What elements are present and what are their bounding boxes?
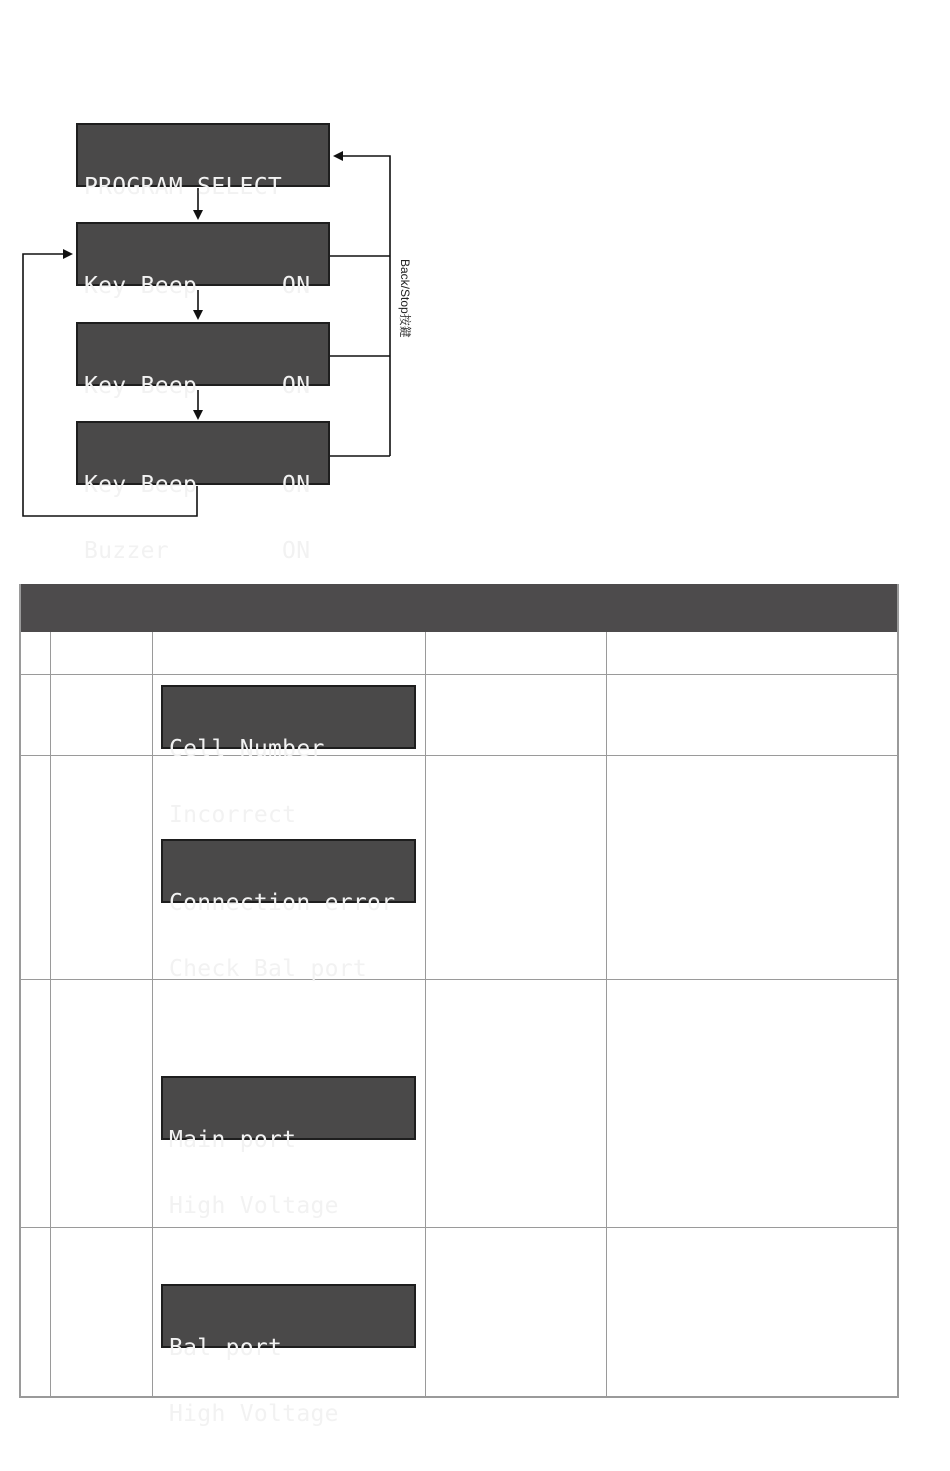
lcd-key-beep-2 (76, 322, 330, 399)
table-border-bottom (19, 1396, 899, 1398)
lcd-key-beep-3 (76, 421, 330, 564)
lcd-line-2: High Voltage (169, 1193, 339, 1219)
lcd-key-beep-1 (76, 222, 330, 299)
table-border-left (19, 584, 21, 1398)
lcd-line-2: Check Bal port (169, 956, 368, 982)
lcd-line-1: PROGRAM SELECT (84, 174, 283, 200)
lcd-line-1: Cell Number (169, 736, 325, 762)
col-divider (50, 632, 51, 1398)
col-divider (606, 632, 607, 1398)
col-divider (152, 632, 153, 1398)
lcd-connection-error (161, 839, 416, 982)
row-divider (19, 979, 899, 980)
lcd-line-1: Key Beep ON (84, 273, 311, 299)
col-divider (425, 632, 426, 1398)
error-message-table (19, 584, 899, 1427)
lcd-program-select (76, 123, 330, 200)
table-border-right (897, 584, 899, 1398)
lcd-line-2: Incorrect (169, 802, 297, 828)
lcd-line-1: Key Beep ON (84, 373, 311, 399)
row-divider (19, 755, 899, 756)
lcd-line-1: Connection error (169, 890, 396, 916)
lcd-line-2: High Voltage (169, 1401, 339, 1427)
lcd-line-1: Main port (169, 1127, 297, 1153)
lcd-cell-number-incorrect (161, 685, 416, 828)
row-divider (19, 1227, 899, 1228)
back-stop-label: Back/Stop按鍵 (398, 259, 412, 338)
lcd-line-1: Key Beep ON (84, 472, 311, 498)
table-header-bar (19, 584, 899, 632)
lcd-line-1: Bal port (169, 1335, 283, 1361)
lcd-line-2: Buzzer ON (84, 538, 311, 564)
lcd-bal-port-high-voltage (161, 1284, 416, 1427)
row-divider (19, 674, 899, 675)
back-stop-return-line (335, 156, 390, 456)
lcd-main-port-high-voltage (161, 1076, 416, 1219)
